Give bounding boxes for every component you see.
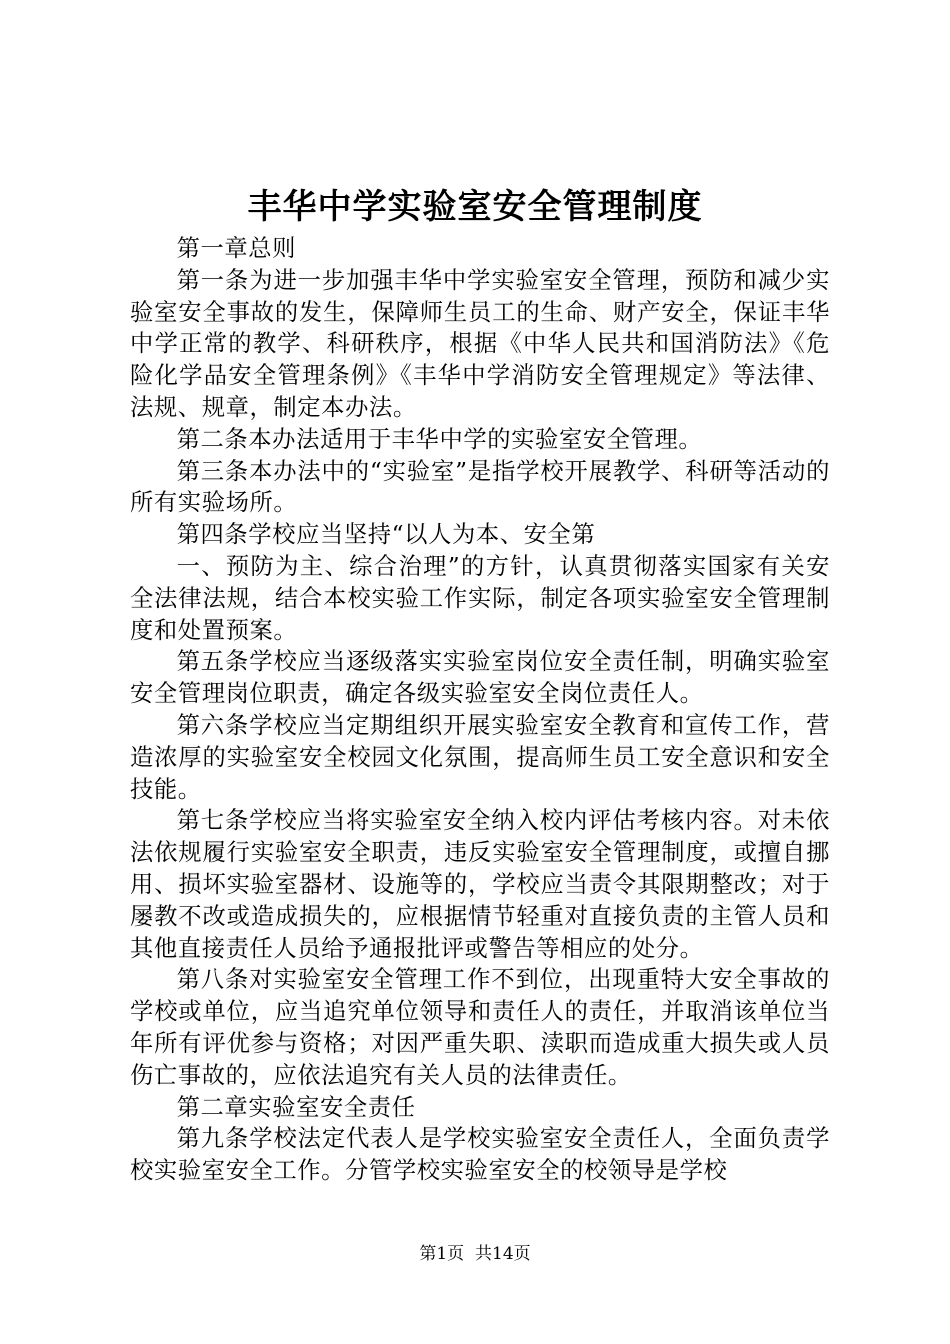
- page-number: 第1页: [419, 1244, 465, 1264]
- paragraph-article-9: 第九条学校法定代表人是学校实验室安全责任人，全面负责学校实验室安全工作。分管学校实验室安全的校领导是学校: [130, 1125, 830, 1185]
- paragraph-article-7: 第七条学校应当将实验室安全纳入校内评估考核内容。对未依法依规履行实验室安全职责，违反实验室安全管理制度，或擅自挪用、损坏实验室器材、设施等的，学校应当责令其限期整改；对于屡教不改或造成损失的，应根据情节轻重对直接负责的主管人员和其他直接责任人员给予通报批评或警告等相应的处分。: [130, 807, 830, 962]
- paragraph-chapter-1: 第一章总则: [176, 235, 297, 262]
- document-body: [130, 233, 830, 1187]
- page-total: 共14页: [475, 1244, 531, 1264]
- paragraph-article-1: 第一条为进一步加强丰华中学实验室安全管理，预防和减少实验室安全事故的发生，保障师生员工的生命、财产安全，保证丰华中学正常的教学、科研秩序，根据《中华人民共和国消防法》《危险化学品安全管理条例》《丰华中学消防安全管理规定》等法律、法规、规章，制定本办法。: [130, 266, 830, 421]
- paragraph-article-3: 第三条本办法中的“实验室”是指学校开展教学、科研等活动的所有实验场所。: [130, 457, 830, 517]
- paragraph-article-5: 第五条学校应当逐级落实实验室岗位安全责任制，明确实验室安全管理岗位职责，确定各级实验室安全岗位责任人。: [130, 648, 830, 708]
- paragraph-article-4-cont: 一、预防为主、综合治理”的方针，认真贯彻落实国家有关安全法律法规，结合本校实验工作实际，制定各项实验室安全管理制度和处置预案。: [130, 552, 830, 644]
- paragraph-article-4: 第四条学校应当坚持“以人为本、安全第: [176, 521, 596, 549]
- paragraph-article-6: 第六条学校应当定期组织开展实验室安全教育和宣传工作，营造浓厚的实验室安全校园文化氛围，提高师生员工安全意识和安全技能。: [130, 711, 830, 803]
- document-title: 丰华中学实验室安全管理制度: [247, 187, 703, 227]
- paragraph-article-8: 第八条对实验室安全管理工作不到位，出现重特大安全事故的学校或单位，应当追究单位领导和责任人的责任，并取消该单位当年所有评优参与资格；对因严重失职、渎职而造成重大损失或人员伤亡事故的，应依法追究有关人员的法律责任。: [130, 966, 830, 1089]
- paragraph-article-2: 第二条本办法适用于丰华中学的实验室安全管理。: [176, 425, 703, 453]
- paragraph-chapter-2: 第二章实验室安全责任: [176, 1093, 416, 1121]
- page-footer: [0, 1242, 950, 1266]
